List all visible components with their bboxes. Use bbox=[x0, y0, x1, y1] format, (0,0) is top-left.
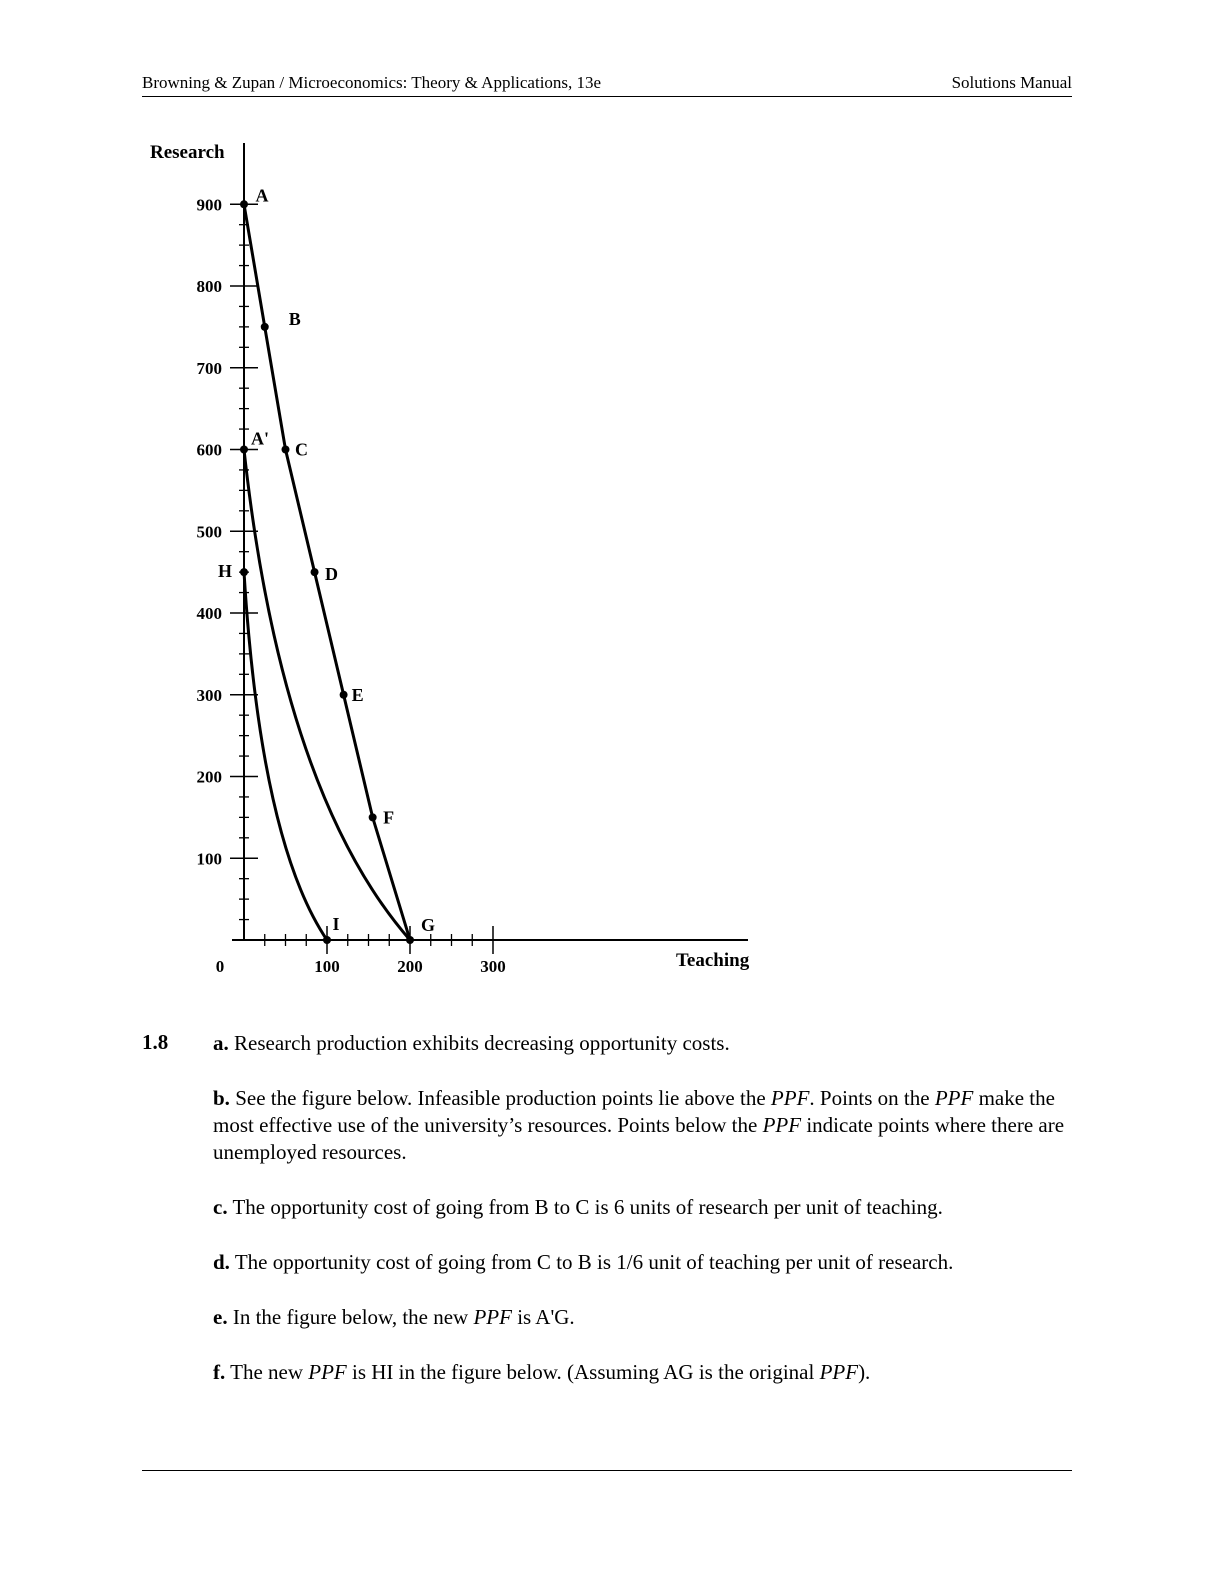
answer-f-text: ). bbox=[858, 1360, 871, 1384]
point-label: C bbox=[295, 439, 308, 460]
point-g bbox=[406, 936, 414, 944]
answer-c bbox=[213, 1194, 1073, 1221]
answer-e-ppf: PPF bbox=[473, 1305, 512, 1329]
point-label: F bbox=[383, 807, 395, 828]
point-c bbox=[282, 446, 290, 454]
y-tick-label: 200 bbox=[196, 767, 222, 787]
answer-b-label: b. bbox=[213, 1086, 230, 1110]
ppf-curve-hi bbox=[244, 572, 327, 940]
point-label: A' bbox=[251, 428, 269, 449]
answer-c-text: The opportunity cost of going from B to C is 6 units of research per unit of teaching. bbox=[232, 1195, 943, 1219]
x-tick-label: 100 bbox=[314, 957, 340, 976]
answer-b-text: See the figure below. Infeasible production points lie above the bbox=[229, 1086, 771, 1110]
y-tick-label: 600 bbox=[196, 440, 222, 460]
y-tick-label: 100 bbox=[196, 849, 222, 869]
footer-rule bbox=[142, 1470, 1072, 1471]
answer-b-ppf: PPF bbox=[934, 1086, 974, 1110]
answer-e-label: e. bbox=[213, 1305, 228, 1329]
x-tick-label: 200 bbox=[397, 957, 423, 976]
x-tick-label: 300 bbox=[480, 957, 506, 976]
answer-b-ppf: PPF bbox=[762, 1113, 802, 1137]
y-tick-label: 800 bbox=[196, 277, 222, 296]
y-axis-label: Research bbox=[150, 142, 225, 163]
point-b bbox=[261, 323, 269, 331]
answer-list bbox=[213, 1030, 1073, 1414]
answer-a bbox=[213, 1030, 1073, 1057]
answer-f-text: The new bbox=[225, 1360, 309, 1384]
answer-e-text: In the figure below, the new bbox=[227, 1305, 474, 1329]
answer-b-text: . Points on the bbox=[809, 1086, 935, 1110]
answer-d bbox=[213, 1249, 1073, 1276]
answer-f bbox=[213, 1359, 1073, 1386]
y-tick-label: 500 bbox=[196, 522, 222, 542]
point-f bbox=[369, 813, 377, 821]
y-tick-label: 700 bbox=[196, 358, 222, 378]
answer-d-text: The opportunity cost of going from C to B is 1/6 unit of teaching per unit of research. bbox=[234, 1250, 954, 1274]
answer-b-text: make the most effective use of the university’s resources. Points below the bbox=[213, 1086, 1055, 1137]
y-tick-label: 300 bbox=[196, 685, 222, 705]
point-label: B bbox=[288, 308, 301, 329]
ppf-curve-a-prime-g bbox=[244, 450, 410, 941]
point-label: G bbox=[420, 915, 436, 935]
point-label: D bbox=[325, 564, 339, 585]
answer-c-label: c. bbox=[213, 1195, 228, 1219]
answer-d-label: d. bbox=[213, 1250, 230, 1274]
answer-b-text: indicate points where there are unemployed resources. bbox=[213, 1113, 1065, 1164]
x-tick-label: 0 bbox=[215, 957, 225, 976]
answer-a-text: Research production exhibits decreasing opportunity costs. bbox=[234, 1031, 730, 1055]
point-d bbox=[311, 568, 319, 576]
answer-b-ppf: PPF bbox=[770, 1086, 810, 1110]
point-a-prime bbox=[240, 446, 248, 454]
header-book-title: Browning & Zupan / Microeconomics: Theory & Applications, 13e bbox=[142, 73, 602, 92]
point-a bbox=[240, 200, 248, 208]
problem-number: 1.8 bbox=[142, 1030, 169, 1054]
answer-f-ppf: PPF bbox=[308, 1360, 347, 1384]
answer-f-label: f. bbox=[213, 1360, 226, 1384]
point-label: E bbox=[351, 684, 364, 705]
point-label: A bbox=[255, 185, 269, 206]
y-tick-label: 400 bbox=[196, 604, 222, 623]
answer-e bbox=[213, 1304, 1073, 1331]
point-e bbox=[340, 691, 348, 699]
answer-e-text: is A'G. bbox=[511, 1305, 575, 1329]
answer-f-ppf: PPF bbox=[819, 1360, 859, 1384]
header-manual-title: Solutions Manual bbox=[951, 73, 1072, 92]
answer-a-label: a. bbox=[213, 1031, 229, 1055]
point-i bbox=[323, 936, 331, 944]
point-label: I bbox=[332, 914, 340, 934]
point-h bbox=[240, 568, 248, 576]
point-label: H bbox=[217, 561, 232, 582]
y-tick-label: 900 bbox=[196, 195, 222, 215]
answer-b bbox=[213, 1085, 1073, 1166]
x-axis-label: Teaching bbox=[676, 950, 750, 971]
answer-f-text: is HI in the figure below. (Assuming AG is the original bbox=[346, 1360, 820, 1384]
